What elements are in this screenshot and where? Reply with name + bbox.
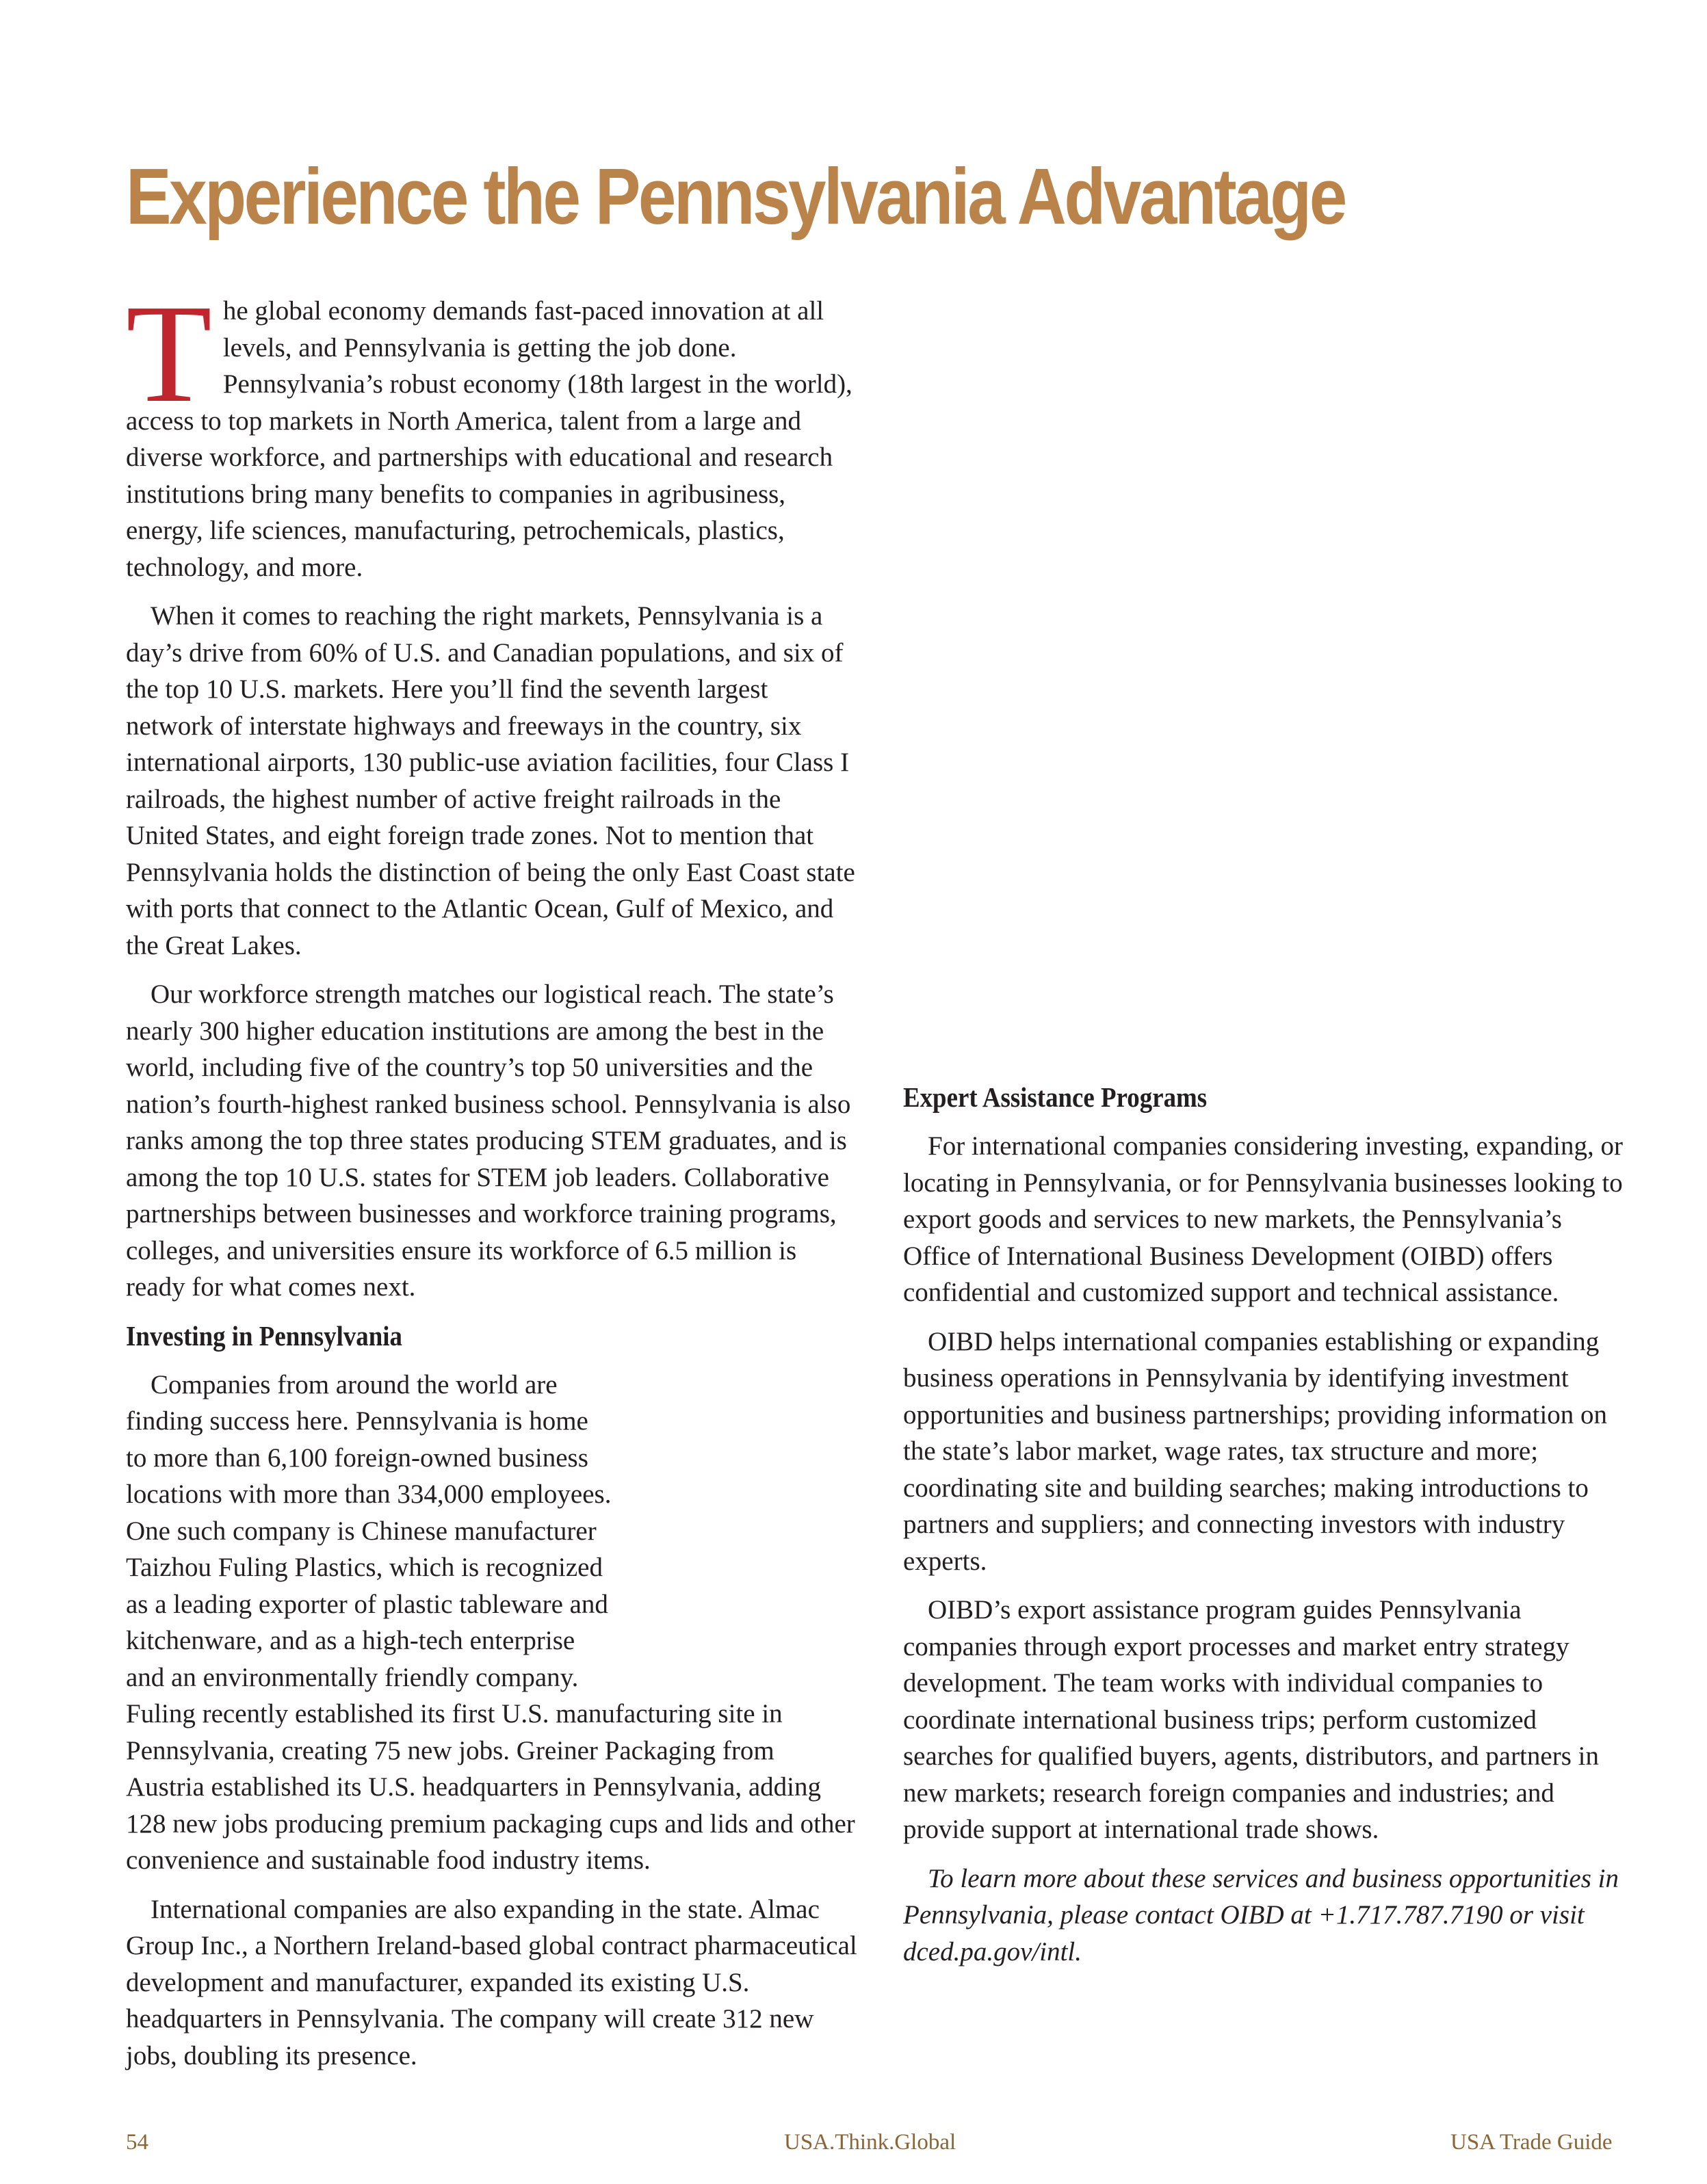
workforce-paragraph: Our workforce strength matches our logistical reach. The state’s nearly 300 higher education institutions are among the best in the world, including five of the country’s top 50 universities and the nation’s fourth-highest ranked business school. Pennsylvania is also ranks among the top three states producing STEM graduates, and is among the top 10 U.S. states for STEM job leaders. Collaborative partnerships between businesses and workforce training programs, colleges, and universities ensure its workforce of 6.5 million is ready for what comes next. xyxy=(126,979,851,1302)
page-title: Experience the Pennsylvania Advantage xyxy=(126,152,1345,241)
right-column xyxy=(903,1079,1630,1970)
investing-paragraph xyxy=(126,1367,858,1879)
investing-text: Companies from around the world are finding success here. Pennsylvania is home to more than 6,100 foreign-owned business locations with more than 334,000 employees. One such company is Chinese manufacturer Taizhou Fuling Plastics, which is recognized as a leading exporter of plastic tableware and kitchenware, and as a high-tech enterprise and an environmentally friendly company. Fuling recently established its first U.S. manufacturing site in Pennsylvania, creating 75 new jobs. Greiner Packaging from Austria established its U.S. headquarters in Pennsylvania, adding 128 new jobs producing premium packaging cups and lids and other convenience and sustainable food industry items. xyxy=(126,1369,855,1875)
investing-heading: Investing in Pennsylvania xyxy=(126,1319,402,1352)
contact-paragraph: To learn more about these services and business opportunities in Pennsylvania, please contact OIBD at +1.717.787.7190 or visit dced.pa.gov/intl. xyxy=(903,1863,1619,1966)
intro-paragraph xyxy=(126,275,858,586)
footer-center-text: USA.Think.Global xyxy=(784,2130,956,2155)
photo-placeholder-left xyxy=(615,1367,858,1661)
left-column xyxy=(126,275,858,2074)
page-number: 54 xyxy=(126,2130,148,2155)
markets-paragraph: When it comes to reaching the right markets, Pennsylvania is a day’s drive from 60% of U.S. and Canadian populations, and six of the top 10 U.S. markets. Here you’ll find the seventh largest network of interstate highways and freeways in the country, six international airports, 130 public-use aviation facilities, four Class I railroads, the highest number of active freight railroads in the United States, and eight foreign trade zones. Not to mention that Pennsylvania holds the distinction of being the only East Coast state with ports that connect to the Atlantic Ocean, Gulf of Mexico, and the Great Lakes. xyxy=(126,601,855,960)
footer-right-text: USA Trade Guide xyxy=(1450,2130,1613,2155)
drop-cap: T xyxy=(126,275,212,432)
expanding-paragraph: International companies are also expanding in the state. Almac Group Inc., a Northern Ireland-based global contract pharmaceutical development and manufacturer, expanded its existing U.S. headquarters in Pennsylvania. The company will create 312 new jobs, doubling its presence. xyxy=(126,1894,857,2070)
international-companies-paragraph: For international companies considering investing, expanding, or locating in Pennsylvania, or for Pennsylvania businesses looking to export goods and services to new markets, the Pennsylvania’s Office of International Business Development (OIBD) offers confidential and customized support and technical assistance. xyxy=(903,1131,1623,1307)
oibd-helps-paragraph: OIBD helps international companies establishing or expanding business operations in Pennsylvania by identifying investment opportunities and business partnerships; providing information on the state’s labor market, wage rates, tax structure and more; coordinating site and building searches; making introductions to partners and suppliers; and connecting investors with industry experts. xyxy=(903,1326,1608,1576)
intro-text: he global economy demands fast-paced innovation at all levels, and Pennsylvania is getting the job done. Pennsylvania’s robust economy (18th largest in the world), access to top markets in North America, talent from a large and diverse workforce, and partnerships with educational and research institutions bring many benefits to companies in agribusiness, energy, life sciences, manufacturing, petrochemicals, plastics, technology, and more. xyxy=(126,296,852,582)
expert-assistance-heading: Expert Assistance Programs xyxy=(903,1081,1208,1113)
export-assistance-paragraph: OIBD’s export assistance program guides Pennsylvania companies through export processes and market entry strategy development. The team works with individual companies to coordinate international business trips; perform customized searches for qualified buyers, agents, distributors, and partners in new markets; research foreign companies and industries; and provide support at international trade shows. xyxy=(903,1595,1599,1844)
